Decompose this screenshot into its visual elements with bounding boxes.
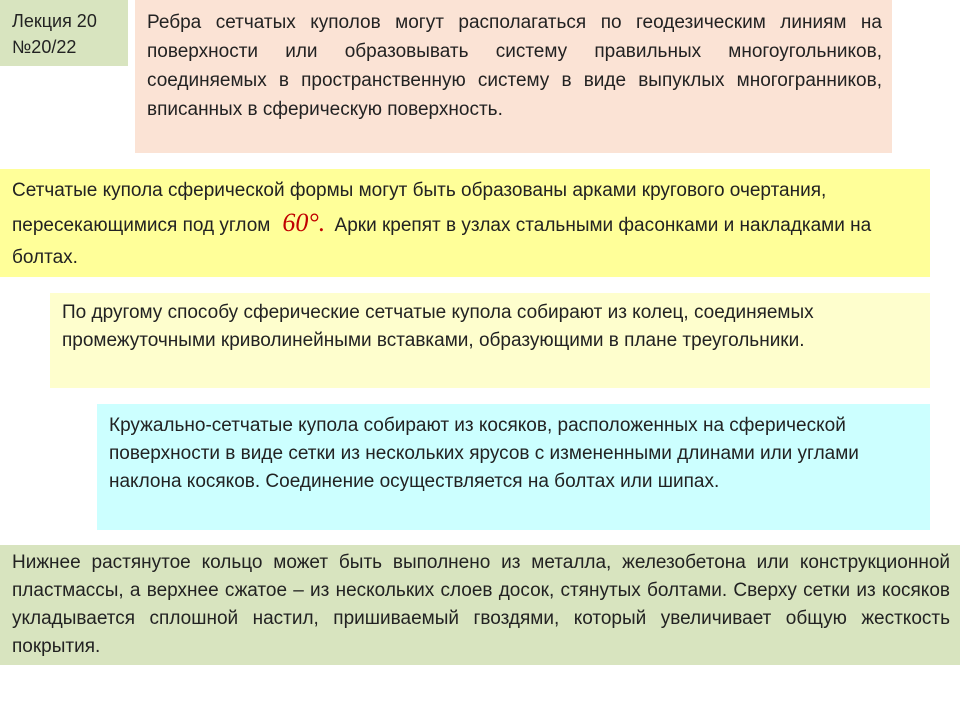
geodesic-ribs-box [135,0,892,153]
spherical-arches-text-start: Сетчатые купола сферической формы могут быть образованы арками кругового очертания, пересекающимися под углом [12,180,827,236]
spherical-arches-box [0,169,930,277]
geodesic-ribs-text: Ребра сетчатых куполов могут располагаться по геодезическим линиям на поверхности или образовывать систему правильных многоугольников, соединяемых в пространственную систему в виде выпуклых многогранников, вписанных в сферическую поверхность. [147,12,882,120]
lecture-number: Лекция 20 [12,11,97,31]
angle-value: 60°. [282,208,326,237]
lecture-index: №20/22 [12,37,77,57]
lamella-domes-box [97,404,930,530]
tension-ring-text: Нижнее растянутое кольцо может быть выполнено из металла, железобетона или конструкционной пластмассы, а верхнее сжатое – из нескольких слоев досок, стянутых болтами. Сверху сетки из косяков укладывается сплошной настил, пришиваемый гвоздями, который увеличивает общую жесткость покрытия. [12,552,950,657]
rings-method-text: По другому способу сферические сетчатые купола собирают из колец, соединяемых промежуточными криволинейными вставками, образующими в плане треугольники. [62,302,814,351]
lecture-label [0,0,128,66]
spherical-arches-text [12,175,920,274]
tension-ring-box [0,545,960,665]
rings-method-box [50,293,930,388]
spherical-arches-text-end: Арки крепят в узлах стальными фасонками и накладками на болтах. [12,215,872,268]
lamella-domes-text: Кружально-сетчатые купола собирают из косяков, расположенных на сферической поверхности в виде сетки из нескольких ярусов с измененными длинами или углами наклона косяков. Соединение осуществляется на болтах или шипах. [109,415,859,492]
